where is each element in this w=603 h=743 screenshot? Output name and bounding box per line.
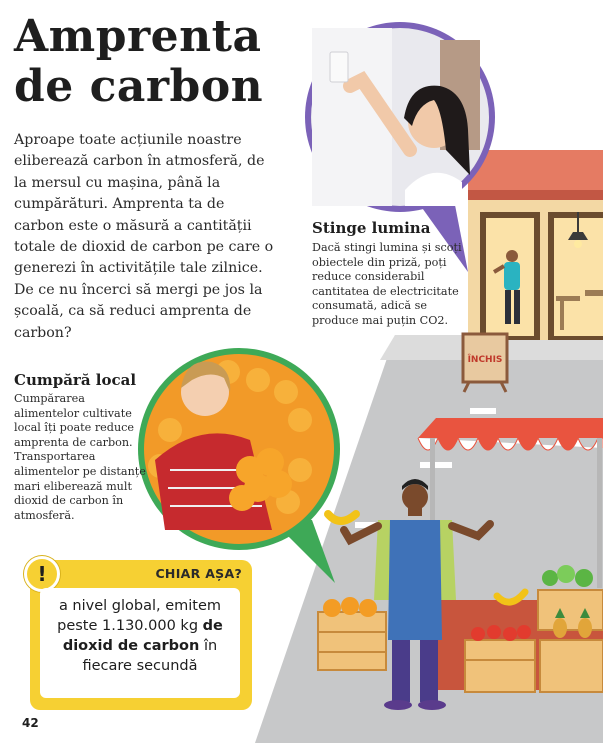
closed-sign [463,334,507,392]
page-title [14,12,263,112]
page-number: 42 [22,716,39,730]
fact-box [30,560,252,710]
fact-text-start: a nivel global, emitem peste 1.130.000 kg [57,598,222,634]
page-title-line1: Amprenta [14,11,262,62]
road-marking [420,462,452,468]
intro-paragraph: Aproape toate acțiunile noastre eliberează carbon în atmosferă, de la mersul cu mașina, până la cumpărături. Amprenta ta de carbon este o măsură a cantității totale de dioxid de carbon pe care o generezi în activitățile tale zilnice. De ce nu încerci să mergi pe jos la școală, ca să reduci amprenta de carbon? [14,132,274,341]
fact-box-inner [40,588,240,698]
lights-text: Dacă stingi lumina și scoți obiectele din priză, poți reduce considerabil cantitatea de electricitate consumată, adică se produce mai puțin CO2. [312,241,462,327]
fact-text-end: în fiecare secundă [82,638,218,674]
fact-text [46,596,234,676]
exclamation-icon: ! [24,556,60,592]
page-title-line2: de carbon [14,61,264,112]
fact-text-bold: de dioxid de carbon [62,618,223,654]
lights-heading: Stinge lumina [312,219,431,237]
road-marking [470,408,496,414]
local-food-photo-bubble [138,348,340,583]
closed-sign-text: ÎNCHIS [467,355,503,365]
shop-building [468,150,603,340]
local-heading: Cumpără local [14,371,137,389]
local-text: Cumpărarea alimentelor cultivate local îți poate reduce amprenta de carbon. Transportarea alimentelor pe distanțe mari eliberează mult dioxid de carbon în atmosferă. [14,392,146,522]
fact-box-label: CHIAR AȘA? [155,566,242,581]
